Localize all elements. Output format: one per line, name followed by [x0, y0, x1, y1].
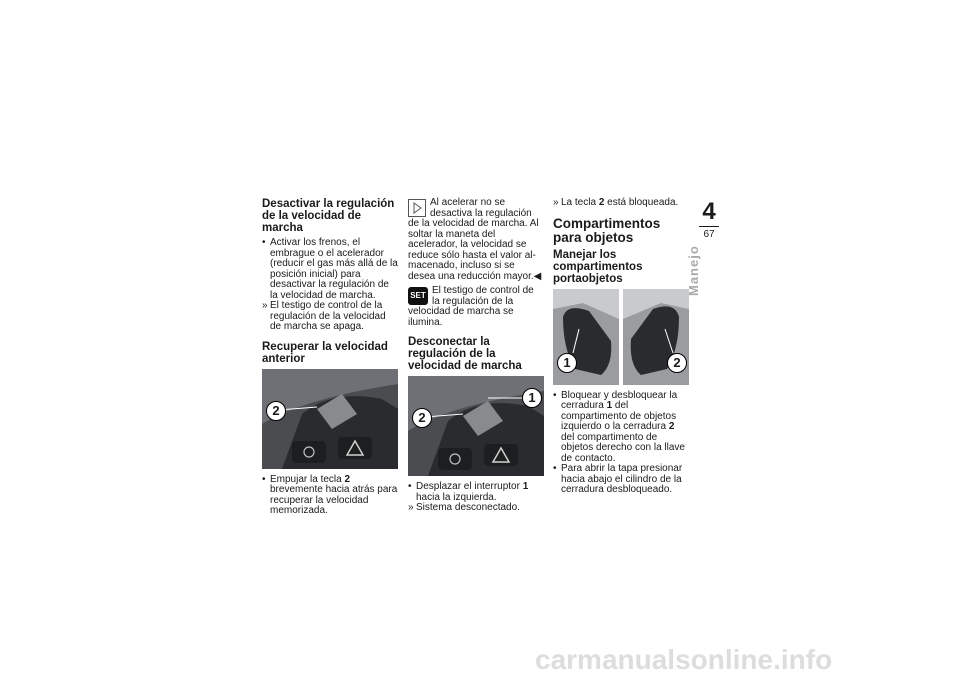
watermark: carmanualsonline.info: [535, 644, 833, 675]
column-1: [262, 198, 398, 517]
note-paragraph: Al acelerar no se desactiva la regulación de la velocidad de marcha. Al soltar la maneta del acelerador, la velocidad se reduce sólo hasta el valor al-macenado, incluso si se desea una reducción mayor.◀: [408, 197, 542, 282]
set-paragraph: SET El testigo de control de la regulación de la velocidad de marcha se ilumina.: [408, 285, 534, 328]
column-3: [553, 198, 689, 496]
heading-recuperar: Recuperar la velocidad anterior: [262, 340, 388, 365]
chapter-number: 4: [702, 198, 716, 225]
list-item: • Para abrir la tapa presionar hacia abajo el cilindro de la cerradura desbloqueado.: [553, 463, 683, 495]
section-label: Manejo: [686, 245, 701, 296]
list-item: » El testigo de control de la regulación de la velocidad de marcha se apaga.: [262, 300, 386, 332]
list-item: • Desplazar el interruptor 1 hacia la izquierda.: [408, 481, 529, 503]
note-triangle-icon: [408, 199, 426, 217]
heading-compartimentos: Compartimentos para objetos: [553, 215, 661, 245]
callout-1: 1: [557, 353, 577, 373]
list-item: • Activar los frenos, el embrague o el acelerador (reducir el gas más allá de la posición inicial) para desactivar la regulación de la velocidad de marcha.: [262, 237, 398, 301]
callout-1: 1: [522, 388, 542, 408]
storage-compartments-photo: [553, 289, 689, 385]
chapter-divider: [699, 226, 719, 227]
heading-manejar: Manejar los compartimentos portaobjetos: [553, 248, 643, 285]
handlebar-switch-photo-2: [408, 376, 544, 476]
set-indicator-icon: SET: [408, 287, 428, 305]
column-2: [408, 198, 544, 514]
callout-2: 2: [412, 408, 432, 428]
list-item: » La tecla 2 está bloqueada.: [553, 197, 679, 208]
callout-2: 2: [667, 353, 687, 373]
list-item: » Sistema desconectado.: [408, 502, 520, 513]
list-item: • Bloquear y desbloquear la cerradura 1 del compartimento de objetos izquierdo o la cerradura 2 del compartimento de objetos derecho con la llave de contacto.: [553, 389, 685, 464]
page-number: 67: [703, 229, 715, 240]
heading-desconectar: Desconectar la regulación de la velocidad de marcha: [408, 336, 522, 372]
list-item: • Empujar la tecla 2 brevemente hacia atrás para recuperar la velocidad memorizada.: [262, 473, 398, 516]
callout-2: 2: [266, 401, 286, 421]
handlebar-switch-photo: [262, 369, 398, 469]
heading-desactivar: Desactivar la regulación de la velocidad de marcha: [262, 198, 395, 234]
